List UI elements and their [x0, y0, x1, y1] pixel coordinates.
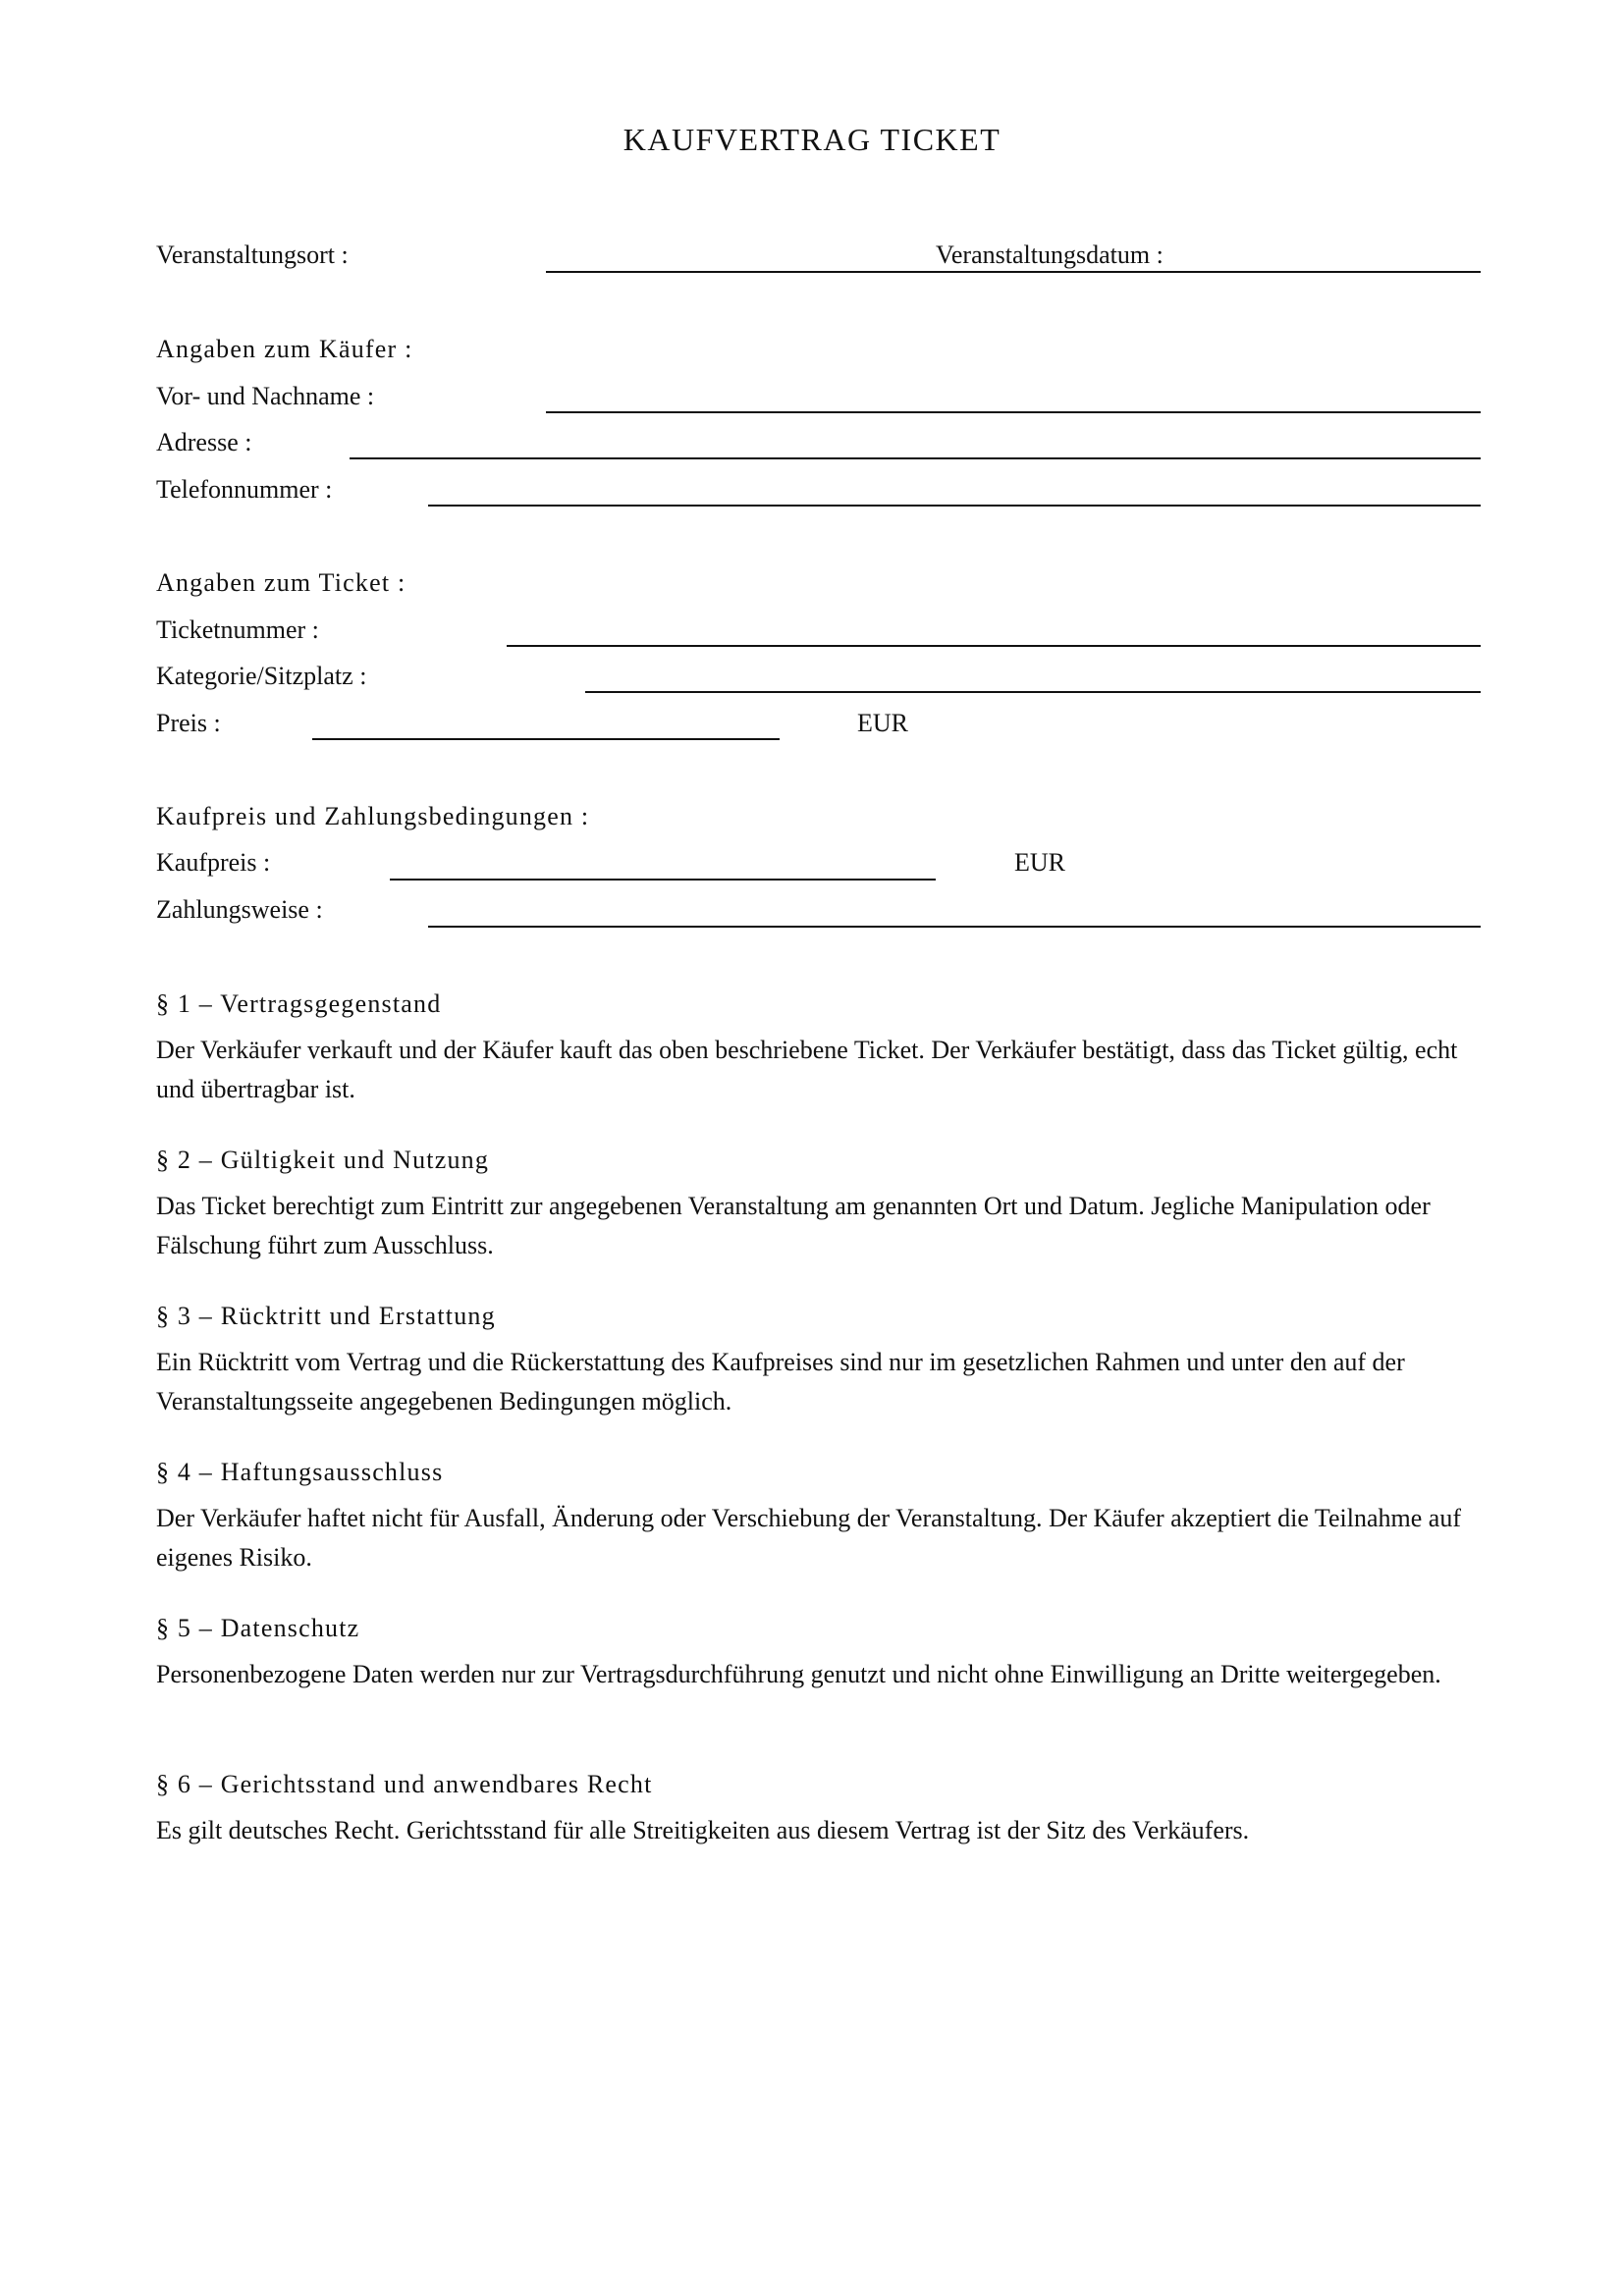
- buyer-heading: Angaben zum Käufer :: [156, 335, 413, 363]
- event-location-line[interactable]: [546, 271, 1481, 273]
- buyer-name-line[interactable]: [546, 411, 1481, 413]
- section-5-heading: § 5 – Datenschutz: [156, 1614, 360, 1642]
- ticket-price-label: Preis :: [156, 709, 221, 737]
- purchase-price-line[interactable]: [390, 879, 936, 881]
- event-location-label: Veranstaltungsort :: [156, 240, 349, 269]
- section-1-body: Der Verkäufer verkauft und der Käufer kauft das oben beschriebene Ticket. Der Verkäufer bestätigt, dass das Ticket gültig, echt und übertragbar ist.: [156, 1036, 1458, 1103]
- ticket-price-currency: EUR: [857, 709, 908, 737]
- ticket-heading: Angaben zum Ticket :: [156, 568, 406, 597]
- section-2-heading: § 2 – Gültigkeit und Nutzung: [156, 1146, 490, 1174]
- section-6-heading: § 6 – Gerichtsstand und anwendbares Recht: [156, 1770, 653, 1798]
- ticket-number-line[interactable]: [507, 645, 1481, 647]
- payment-method-line[interactable]: [428, 926, 1481, 928]
- document-title: KAUFVERTRAG TICKET: [623, 122, 1001, 157]
- purchase-price-label: Kaufpreis :: [156, 848, 271, 877]
- section-1-heading: § 1 – Vertragsgegenstand: [156, 989, 442, 1018]
- payment-method-label: Zahlungsweise :: [156, 895, 323, 924]
- ticket-price-line[interactable]: [312, 738, 780, 740]
- buyer-phone-label: Telefonnummer :: [156, 475, 333, 504]
- buyer-name-label: Vor- und Nachname :: [156, 382, 375, 410]
- purchase-price-currency: EUR: [1014, 848, 1065, 877]
- buyer-address-label: Adresse :: [156, 428, 252, 456]
- ticket-category-label: Kategorie/Sitzplatz :: [156, 662, 367, 690]
- event-date-label: Veranstaltungsdatum :: [936, 240, 1164, 269]
- section-4-heading: § 4 – Haftungsausschluss: [156, 1458, 444, 1486]
- section-5-body: Personenbezogene Daten werden nur zur Vertragsdurchführung genutzt und nicht ohne Einwilligung an Dritte weitergegeben.: [156, 1660, 1441, 1688]
- section-3-body: Ein Rücktritt vom Vertrag und die Rückerstattung des Kaufpreises sind nur im gesetzlichen Rahmen und unter den auf der Veranstaltungsseite angegebenen Bedingungen möglich.: [156, 1348, 1405, 1415]
- section-6-body: Es gilt deutsches Recht. Gerichtsstand für alle Streitigkeiten aus diesem Vertrag ist der Sitz des Verkäufers.: [156, 1816, 1250, 1844]
- payment-heading: Kaufpreis und Zahlungsbedingungen :: [156, 802, 590, 830]
- buyer-phone-line[interactable]: [428, 505, 1481, 507]
- ticket-number-label: Ticketnummer :: [156, 615, 319, 644]
- ticket-category-line[interactable]: [585, 691, 1481, 693]
- buyer-address-line[interactable]: [350, 457, 1481, 459]
- section-4-body: Der Verkäufer haftet nicht für Ausfall, Änderung oder Verschiebung der Veranstaltung. Der Käufer akzeptiert die Teilnahme auf eigenes Risiko.: [156, 1504, 1461, 1572]
- section-3-heading: § 3 – Rücktritt und Erstattung: [156, 1302, 496, 1330]
- section-2-body: Das Ticket berechtigt zum Eintritt zur angegebenen Veranstaltung am genannten Ort und Datum. Jegliche Manipulation oder Fälschung führt zum Ausschluss.: [156, 1192, 1431, 1259]
